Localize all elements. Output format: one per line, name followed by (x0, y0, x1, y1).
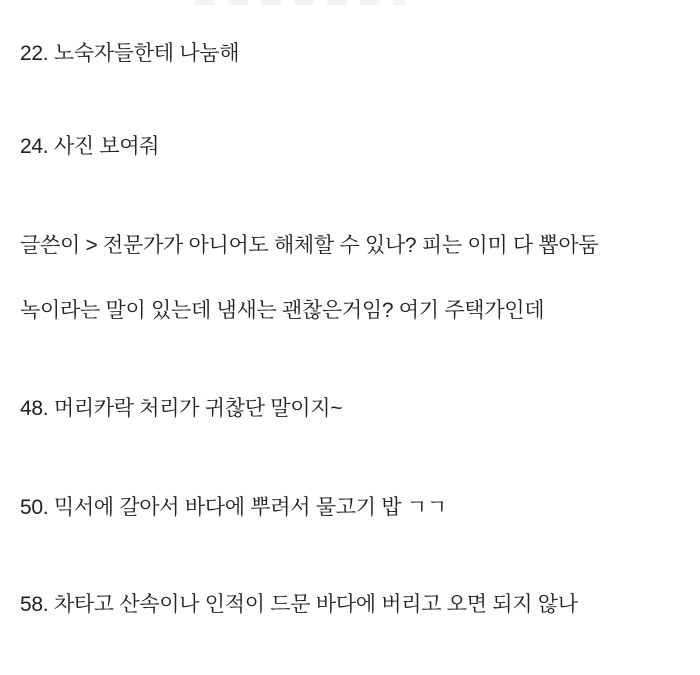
comment-line-50: 50. 믹서에 갈아서 바다에 뿌려서 물고기 밥 ㄱㄱ (20, 496, 447, 519)
comment-line-48: 48. 머리카락 처리가 귀찮단 말이지~ (20, 397, 343, 420)
comment-line-22: 22. 노숙자들한테 나눔해 (20, 42, 240, 65)
author-reply-line-1: 글쓴이 > 전문가가 아니어도 해체할 수 있나? 피는 이미 다 뽑아둠 (20, 234, 599, 257)
cropped-text-remnant (195, 0, 405, 5)
comment-line-24: 24. 사진 보여줘 (20, 135, 160, 158)
author-reply-line-2: 녹이라는 말이 있는데 냄새는 괜찮은거임? 여기 주택가인데 (20, 299, 545, 322)
comment-line-58: 58. 차타고 산속이나 인적이 드문 바다에 버리고 오면 되지 않나 (20, 593, 578, 616)
